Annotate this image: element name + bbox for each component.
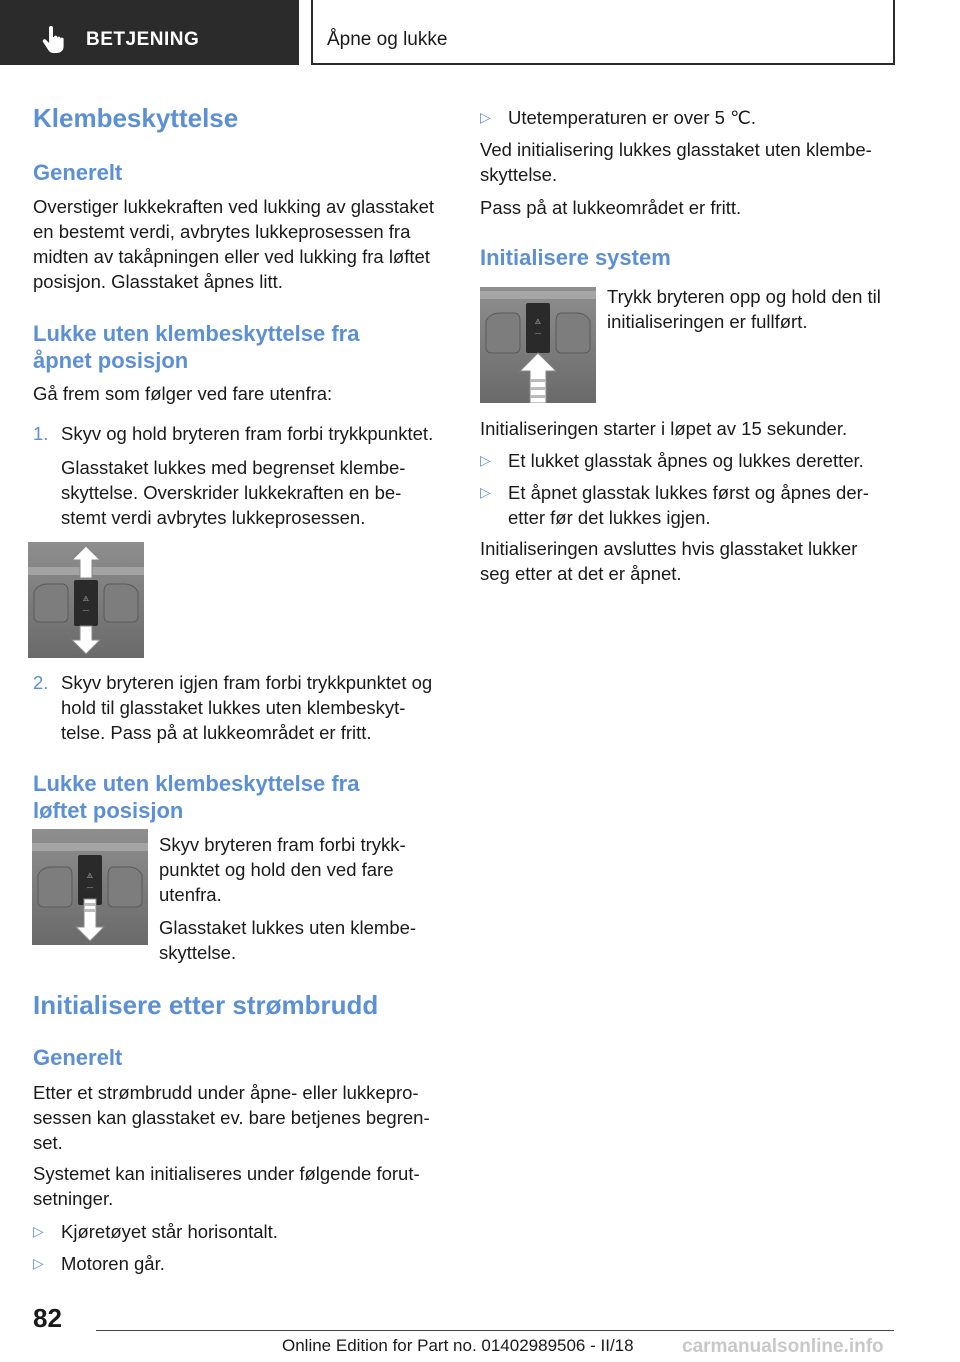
text-line: posisjon. Glasstaket åpnes litt.	[33, 271, 283, 292]
triangle-right-icon: ▷	[480, 109, 491, 125]
text-line: Ved initialisering lukkes glasstaket uten klembe-	[480, 139, 872, 160]
step-number: 1.	[33, 423, 49, 444]
text-line: stemt verdi avbrytes lukkeprosessen.	[61, 507, 366, 528]
svg-text:◬: ◬	[87, 871, 93, 879]
text-line: utenfra.	[159, 884, 222, 905]
text-line: skyttelse.	[480, 164, 558, 185]
roof-switch-image-up-down	[28, 542, 144, 658]
heading-line: løftet posisjon	[33, 798, 184, 823]
text-line: Skyv bryteren fram forbi trykk-	[159, 834, 406, 855]
text-line: Systemet kan initialiseres under følgende forut-	[33, 1163, 420, 1184]
paragraph-ved-init	[480, 137, 898, 187]
svg-text:⌒: ⌒	[86, 887, 94, 895]
text-line: set.	[33, 1132, 63, 1153]
triangle-right-icon: ▷	[480, 484, 491, 500]
svg-text:⌒: ⌒	[82, 610, 90, 618]
text-line: seg etter at det er åpnet.	[480, 563, 682, 584]
heading-line: åpnet posisjon	[33, 348, 189, 373]
heading-line: Lukke uten klembeskyttelse fra	[33, 321, 360, 346]
bullet-text: Et lukket glasstak åpnes og lukkes deretter.	[508, 450, 864, 471]
paragraph-loftet-2	[159, 915, 449, 965]
heading-lukke-loftet	[33, 770, 359, 824]
paragraph-avsluttes	[480, 536, 898, 586]
heading-generelt-2: Generelt	[33, 1045, 123, 1070]
text-line: etter før det lukkes igjen.	[508, 507, 711, 528]
heading-klembeskyttelse: Klembeskyttelse	[33, 103, 239, 133]
heading-initialisere-system: Initialisere system	[480, 245, 671, 270]
paragraph-trykk	[607, 284, 898, 334]
svg-text:◬: ◬	[535, 317, 541, 325]
text-line: initialiseringen er fullført.	[607, 311, 808, 332]
bullet-text: Motoren går.	[61, 1253, 165, 1274]
bullet-text: Kjøretøyet står horisontalt.	[61, 1221, 278, 1242]
page-number: 82	[33, 1303, 62, 1333]
paragraph-generelt	[33, 194, 453, 294]
hand-pointer-icon	[40, 26, 66, 54]
triangle-right-icon: ▷	[33, 1223, 44, 1239]
text-line: setninger.	[33, 1188, 114, 1209]
chapter-box	[311, 0, 895, 65]
step-number: 2.	[33, 672, 49, 693]
text-line: Overstiger lukkekraften ved lukking av glasstaket	[33, 196, 435, 217]
footer-divider	[96, 1330, 894, 1331]
text-line: Glasstaket lukkes uten klembe-	[159, 917, 417, 938]
roof-switch-image-up	[480, 287, 596, 403]
text-line: hold til glasstaket lukkes uten klembeskyt-	[61, 697, 406, 718]
text-line: skyttelse. Overskrider lukkekraften en be-	[61, 482, 402, 503]
paragraph-ga-frem: Gå frem som følger ved fare utenfra:	[33, 383, 333, 404]
text-line: Trykk bryteren opp og hold den til	[607, 286, 881, 307]
text-line: telse. Pass på at lukkeområdet er fritt.	[61, 722, 372, 743]
section-tab	[0, 0, 299, 65]
section-label: BETJENING	[86, 29, 200, 50]
svg-text:◬: ◬	[83, 594, 89, 602]
text-line: Et åpnet glasstak lukkes først og åpnes der-	[508, 482, 869, 503]
text-line: Glasstaket lukkes med begrenset klembe-	[61, 457, 406, 478]
text-line: Skyv bryteren igjen fram forbi trykkpunktet og	[61, 672, 433, 693]
text-line: en bestemt verdi, avbrytes lukkeprosessen fra	[33, 221, 411, 242]
triangle-right-icon: ▷	[480, 452, 491, 468]
text-line: skyttelse.	[159, 942, 237, 963]
svg-text:⌒: ⌒	[534, 333, 542, 341]
text-line: Initialiseringen avsluttes hvis glasstaket lukker	[480, 538, 858, 559]
step-text: Skyv og hold bryteren fram forbi trykkpunktet.	[61, 423, 434, 444]
triangle-right-icon: ▷	[33, 1255, 44, 1271]
roof-switch-image-down	[32, 829, 148, 945]
paragraph-loftet	[159, 832, 449, 907]
chapter-label: Åpne og lukke	[327, 29, 448, 50]
step-1-detail	[61, 455, 461, 530]
watermark: carmanualsonline.info	[682, 1336, 884, 1357]
paragraph-systemet	[33, 1161, 453, 1211]
heading-line: Lukke uten klembeskyttelse fra	[33, 771, 360, 796]
paragraph-generelt-2	[33, 1080, 453, 1155]
text-line: punktet og hold den ved fare	[159, 859, 394, 880]
paragraph-starter: Initialiseringen starter i løpet av 15 sekunder.	[480, 418, 848, 439]
heading-initialisere-stromsbrudd: Initialisere etter strømbrudd	[33, 990, 379, 1020]
bullet-text: Utetemperaturen er over 5 ℃.	[508, 107, 757, 128]
heading-generelt: Generelt	[33, 160, 123, 185]
text-line: midten av takåpningen eller ved lukking fra løftet	[33, 246, 430, 267]
heading-lukke-apnet	[33, 320, 359, 374]
paragraph-pass: Pass på at lukkeområdet er fritt.	[480, 197, 742, 218]
edition-text: Online Edition for Part no. 01402989506 - II/18	[282, 1336, 634, 1355]
text-line: Etter et strømbrudd under åpne- eller lukkepro-	[33, 1082, 419, 1103]
text-line: sessen kan glasstaket ev. bare betjenes begren-	[33, 1107, 430, 1128]
